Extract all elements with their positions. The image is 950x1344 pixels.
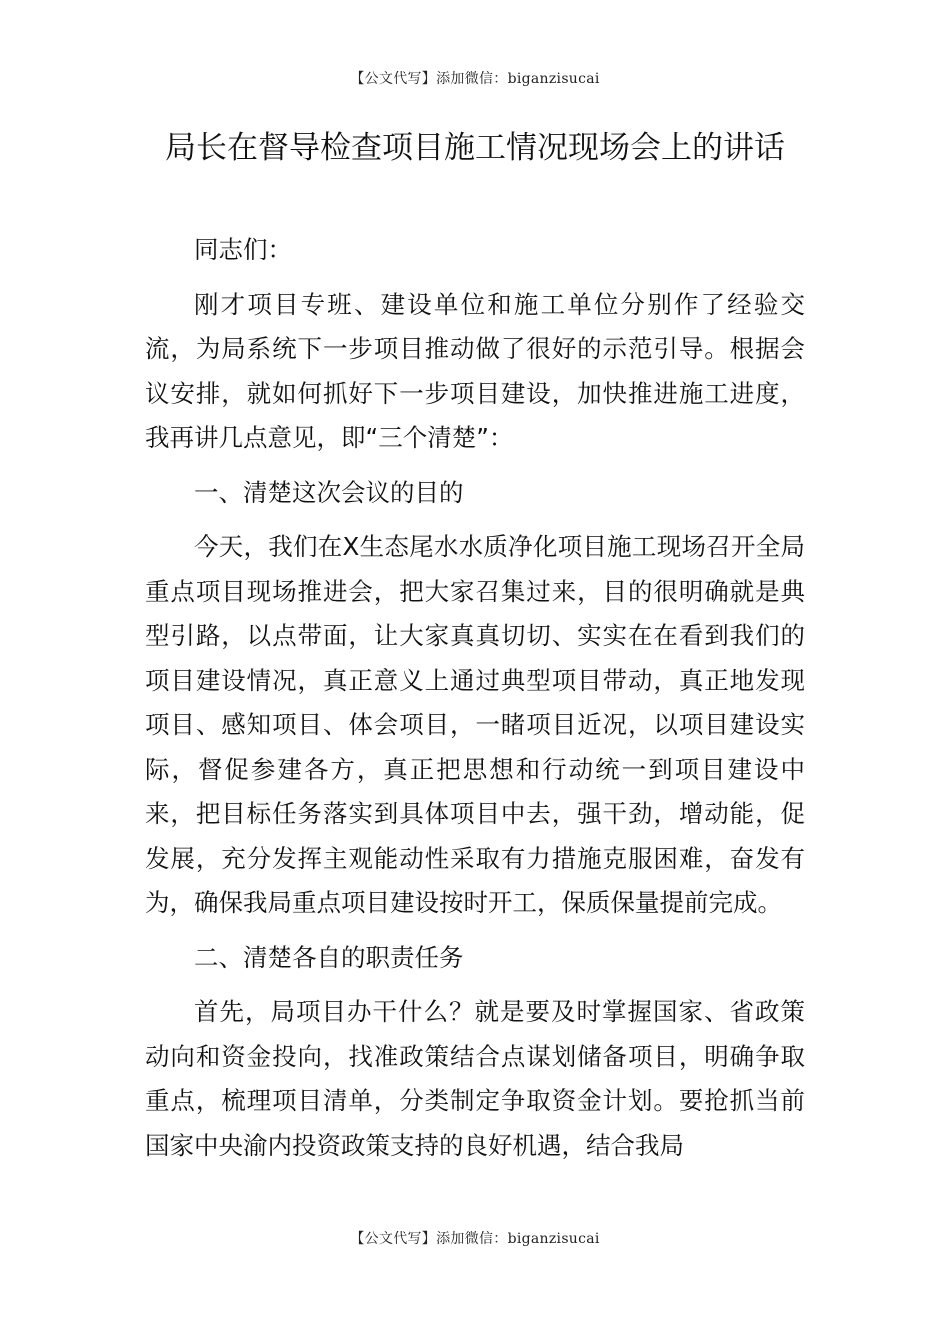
page-header-watermark: 【公文代写】添加微信：biganzisucai [350,71,600,87]
section-heading-1: 一、清楚这次会议的目的 [194,477,464,507]
document-title: 局长在督导检查项目施工情况现场会上的讲话 [165,130,785,166]
page-footer-watermark: 【公文代写】添加微信：biganzisucai [350,1231,600,1247]
paragraph-section-2: 首先，局项目办干什么？就是要及时掌握国家、省政策动向和资金投向，找准政策结合点谋划储备项目，明确争取重点，梳理项目清单，分类制定争取资金计划。要抢抓当前国家中央渝内投资政策支持的良好机遇，结合我局 [145,997,805,1160]
document-body [145,228,805,1168]
paragraph-intro: 刚才项目专班、建设单位和施工单位分别作了经验交流，为局系统下一步项目推动做了很好的示范引导。根据会议安排，就如何抓好下一步项目建设，加快推进施工进度，我再讲几点意见，即“三个清楚”： [145,289,805,452]
paragraph-section-1: 今天，我们在X生态尾水水质净化项目施工现场召开全局重点项目现场推进会，把大家召集过来，目的很明确就是典型引路，以点带面，让大家真真切切、实实在在看到我们的项目建设情况，真正意义上通过典型项目带动，真正地发现项目、感知项目、体会项目，一睹项目近况，以项目建设实际，督促参建各方，真正把思想和行动统一到项目建设中来，把目标任务落实到具体项目中去，强干劲，增动能，促发展，充分发挥主观能动性采取有力措施克服困难，奋发有为，确保我局重点项目建设按时开工，保质保量提前完成。 [145,532,805,917]
salutation: 同志们： [194,235,292,264]
section-heading-2: 二、清楚各自的职责任务 [194,942,464,972]
